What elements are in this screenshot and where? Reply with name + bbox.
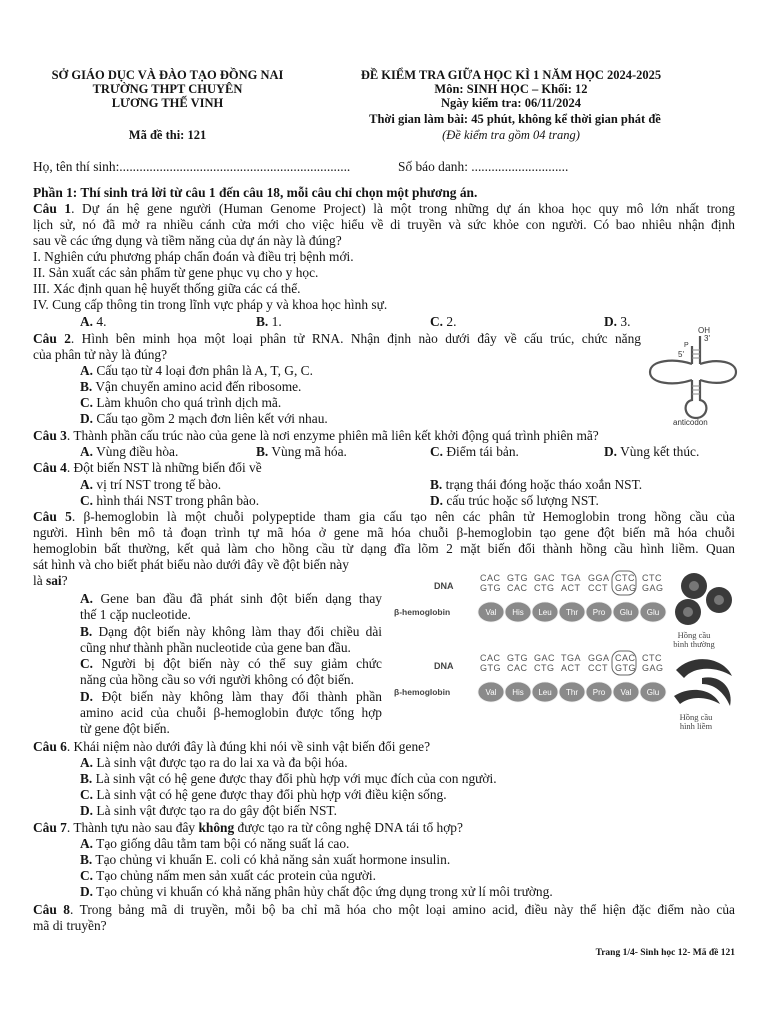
q1-option-b[interactable]	[256, 314, 282, 330]
q2-line1	[33, 331, 641, 347]
q6-option-a[interactable]	[80, 755, 348, 771]
q6-number: Câu 6	[33, 739, 67, 754]
normal-strand2-codon: ACT	[561, 583, 581, 593]
option-label: D.	[430, 493, 444, 508]
q1-statement-3: III. Xác định quan hệ huyết thống giữa các cá thể.	[33, 281, 301, 296]
q4-option-a[interactable]	[80, 477, 221, 493]
option-text: Gene ban đầu đã phát sinh đột biến dạng thay	[100, 591, 382, 606]
option-text: Là sinh vật được tạo ra do lai xa và đa bội hóa.	[96, 755, 348, 770]
option-label: C.	[80, 656, 94, 671]
option-text: Là sinh vật có hệ gene được thay đổi phù hợp với mục đích của con người.	[95, 771, 497, 786]
normal-strand2-codon: GTG	[480, 583, 501, 593]
sickle-rbc-caption-2: hình liềm	[679, 721, 713, 731]
q5-line4: sát hình và cho biết phát biểu nào dưới đây về đột biến này	[33, 557, 349, 572]
q8-line2: mã di truyền?	[33, 918, 107, 933]
sickle-dna-label: DNA	[434, 661, 454, 671]
student-name-field: Họ, tên thí sinh:.....................................................................	[33, 159, 351, 174]
q8-number: Câu 8	[33, 902, 71, 917]
option-label: A.	[80, 363, 94, 378]
sickle-amino-acid-label: Glu	[646, 688, 660, 697]
q8-line1	[33, 902, 735, 918]
option-label: A.	[80, 314, 94, 329]
normal-strand1-codon: GTG	[507, 573, 528, 583]
option-label: C.	[80, 493, 94, 508]
q6-option-d[interactable]	[80, 803, 337, 819]
option-text: trạng thái đóng hoặc tháo xoắn NST.	[445, 477, 643, 492]
option-text: Cấu tạo gồm 2 mạch đơn liên kết với nhau.	[96, 411, 328, 426]
normal-rbc-caption-2: bình thường	[673, 639, 715, 649]
q7-number: Câu 7	[33, 820, 67, 835]
sickle-strand2-codon: ACT	[561, 663, 581, 673]
q5-option-b[interactable]	[80, 624, 382, 640]
option-label: A.	[80, 836, 94, 851]
q1-option-a[interactable]	[80, 314, 106, 330]
q1-option-c[interactable]	[430, 314, 456, 330]
option-label: C.	[80, 395, 94, 410]
sickle-strand1-codon: CTC	[642, 653, 662, 663]
option-label: B.	[430, 477, 443, 492]
option-label: D.	[80, 884, 94, 899]
option-text: Đột biến này không làm thay đổi thành phần	[101, 689, 382, 704]
sickle-amino-acid-label: Val	[485, 688, 497, 697]
normal-amino-acid-label: Leu	[538, 608, 552, 617]
sickle-strand1-codon: GGA	[588, 653, 610, 663]
q3-line1	[33, 428, 735, 444]
sickle-strand2-codon: GTG	[480, 663, 501, 673]
normal-amino-acid-label: Thr	[566, 608, 578, 617]
normal-rbc-center	[689, 581, 699, 591]
q3-number: Câu 3	[33, 428, 67, 443]
q7-option-b[interactable]	[80, 852, 450, 868]
option-text: vị trí NST trong tế bào.	[96, 477, 222, 492]
option-label: B.	[80, 852, 93, 867]
option-label: B.	[80, 771, 93, 786]
q5-option-c[interactable]	[80, 656, 382, 672]
q5-option-d-cont1: amino acid của chuỗi β-hemoglobin được tổng hợp	[80, 705, 382, 720]
q6-line1	[33, 739, 735, 755]
option-label: C.	[430, 314, 444, 329]
normal-strand1-codon: CTC	[642, 573, 662, 583]
q1-statement-4: IV. Cung cấp thông tin trong lĩnh vực pháp y và khoa học hình sự.	[33, 297, 388, 312]
q7-text1c: được tạo ra từ công nghệ DNA tái tổ hợp?	[234, 820, 463, 835]
q2-option-d[interactable]	[80, 411, 328, 427]
normal-rbc-caption-1: Hồng cầu	[677, 630, 711, 640]
option-label: D.	[80, 803, 94, 818]
sickle-strand1-codon: CAC	[480, 653, 501, 663]
exam-title: ĐỀ KIỂM TRA GIỮA HỌC KÌ 1 NĂM HỌC 2024-2025	[360, 68, 662, 82]
hemoglobin-mutation-figure	[394, 566, 744, 738]
option-label: C.	[430, 444, 444, 459]
q6-text1: . Khái niệm nào dưới đây là đúng khi nói về sinh vật biến đổi gene?	[66, 739, 431, 754]
option-label: D.	[80, 689, 94, 704]
q1-line3: sau về các ứng dụng và tiềm năng của dự án này là đúng?	[33, 233, 342, 248]
q4-number: Câu 4	[33, 460, 67, 475]
q4-option-d[interactable]	[430, 493, 599, 509]
q5-option-c-cont: năng của hồng cầu so với người không có đột biến.	[80, 672, 354, 687]
sickle-amino-acid-label: Thr	[566, 688, 578, 697]
sickle-hb-label: β-hemoglobin	[394, 687, 451, 697]
q2-option-a[interactable]	[80, 363, 313, 379]
trna-5-label: 5'	[678, 350, 684, 359]
q5-option-a-cont: thế 1 cặp nucleotide.	[80, 607, 191, 622]
option-text: Vùng điều hòa.	[96, 444, 179, 459]
normal-dna-label: DNA	[434, 581, 454, 591]
option-text: Vận chuyển amino acid đến ribosome.	[95, 379, 302, 394]
normal-amino-acid-label: Pro	[592, 608, 606, 617]
normal-amino-acid-label: Glu	[646, 608, 660, 617]
option-text: Cấu tạo từ 4 loại đơn phân là A, T, G, C.	[96, 363, 313, 378]
sickle-amino-acid-label: Leu	[538, 688, 552, 697]
q3-option-d[interactable]	[604, 444, 699, 460]
q1-statement-2: II. Sản xuất các sản phẩm từ gene phục vụ cho y học.	[33, 265, 319, 280]
option-text: Tạo giống dâu tằm tam bội có năng suất lá cao.	[96, 836, 350, 851]
option-text: Vùng kết thúc.	[620, 444, 700, 459]
option-text: Vùng mã hóa.	[271, 444, 347, 459]
q8-text1: . Trong bảng mã di truyền, mỗi bộ ba chỉ mã hóa cho một loại amino acid, điều này thể hiện đặc điểm nào của	[70, 902, 735, 917]
page-count-note: (Đề kiểm tra gồm 04 trang)	[442, 128, 580, 142]
q5-option-d[interactable]	[80, 689, 382, 705]
trna-p-label: P	[684, 342, 689, 349]
option-label: A.	[80, 755, 94, 770]
sickle-strand2-codon: CCT	[588, 663, 608, 673]
trna-oh-label: OH	[698, 326, 710, 335]
q7-text1b: không	[198, 820, 235, 835]
option-text: 1.	[271, 314, 282, 329]
q1-number: Câu 1	[33, 201, 72, 216]
q3-option-c[interactable]	[430, 444, 519, 460]
normal-amino-acid-label: Val	[485, 608, 497, 617]
trna-cloverleaf-figure	[640, 324, 740, 426]
option-label: B.	[80, 379, 93, 394]
q5-option-b-cont: cũng như thành phần nucleotide của gene ban đầu.	[80, 640, 351, 655]
normal-strand2-codon: CAC	[507, 583, 528, 593]
normal-strand1-codon: TGA	[561, 573, 582, 583]
normal-amino-acid-label: His	[512, 608, 524, 617]
school-name-line2: LƯƠNG THẾ VINH	[111, 96, 224, 110]
option-label: D.	[604, 444, 618, 459]
option-text: Người bị đột biến này có thể suy giảm chức	[101, 656, 382, 671]
q5-line1	[33, 509, 735, 525]
option-text: Tạo chủng vi khuẩn có khả năng phân hủy chất độc ứng dụng trong xử lí môi trường.	[96, 884, 553, 899]
q5-number: Câu 5	[33, 509, 72, 524]
option-text: 3.	[620, 314, 631, 329]
q5-text5c: ?	[61, 573, 68, 588]
department-name: SỞ GIÁO DỤC VÀ ĐÀO TẠO ĐỒNG NAI	[51, 68, 284, 82]
sickle-strand2-codon: CAC	[507, 663, 528, 673]
q5-option-a[interactable]	[80, 591, 382, 607]
q2-text1: . Hình bên minh họa một loại phân tử RNA. Nhận định nào dưới đây về cấu trúc, chức năng	[70, 331, 641, 346]
option-text: Tạo chủng vi khuẩn E. coli có khả năng sản xuất hormone insulin.	[95, 852, 451, 867]
option-text: cấu trúc hoặc số lượng NST.	[446, 493, 599, 508]
sickle-strand1-codon: GTG	[507, 653, 528, 663]
normal-strand1-codon: GGA	[588, 573, 610, 583]
trna-anticodon-label: anticodon	[673, 418, 708, 426]
q3-option-b[interactable]	[256, 444, 347, 460]
option-text: Làm khuôn cho quá trình dịch mã.	[96, 395, 282, 410]
option-label: A.	[80, 591, 94, 606]
option-text: Dạng đột biến này không làm thay đổi chiều dài	[98, 624, 382, 639]
option-text: Là sinh vật được tạo ra do gây đột biến NST.	[96, 803, 337, 818]
sickle-rbc-caption-1: Hồng cầu	[679, 712, 713, 722]
q4-option-b[interactable]	[430, 477, 642, 493]
exam-subject: Môn: SINH HỌC – Khối: 12	[434, 82, 588, 96]
option-text: Là sinh vật có hệ gene được thay đổi phù hợp với điều kiện sống.	[96, 787, 447, 802]
normal-strand2-codon: GAG	[642, 583, 664, 593]
option-label: C.	[80, 787, 94, 802]
exam-code: Mã đề thi: 121	[128, 128, 207, 142]
option-text: 2.	[446, 314, 457, 329]
q7-option-a[interactable]	[80, 836, 349, 852]
sickle-strand1-codon: TGA	[561, 653, 582, 663]
q3-option-a[interactable]	[80, 444, 178, 460]
q2-number: Câu 2	[33, 331, 71, 346]
sickle-strand2-codon: GAG	[642, 663, 664, 673]
exam-date: Ngày kiểm tra: 06/11/2024	[441, 96, 581, 110]
q5-text5b: sai	[46, 573, 62, 588]
normal-strand2-codon: CCT	[588, 583, 608, 593]
q5-option-d-cont2: từ gene đột biến.	[80, 721, 170, 736]
option-text: 4.	[96, 314, 107, 329]
sickle-strand1-codon: GAC	[534, 653, 556, 663]
sickle-amino-acid-label: His	[512, 688, 524, 697]
school-name-line1: TRƯỜNG THPT CHUYÊN	[92, 82, 243, 96]
option-label: A.	[80, 477, 94, 492]
option-text: hình thái NST trong phân bào.	[96, 493, 260, 508]
sickle-strand2-codon: CTG	[534, 663, 555, 673]
option-label: B.	[256, 444, 269, 459]
sickle-strand1-codon: CAC	[615, 653, 636, 663]
sickle-rbc-icon	[676, 659, 732, 678]
normal-strand2-codon: CTG	[534, 583, 555, 593]
option-label: B.	[256, 314, 269, 329]
q4-line1	[33, 460, 735, 476]
normal-hb-label: β-hemoglobin	[394, 607, 451, 617]
q5-line2: người. Hình bên mô tả đoạn trình tự mã hóa ở gene mã hóa chuỗi β-hemoglobin tạo gene đột biến mã hóa chuỗi	[33, 525, 735, 540]
option-label: D.	[604, 314, 618, 329]
q6-option-c[interactable]	[80, 787, 447, 803]
exam-duration: Thời gian làm bài: 45 phút, không kể thời gian phát đề	[369, 112, 661, 126]
option-label: B.	[80, 624, 93, 639]
q1-line2: lịch sử, nó đã mở ra nhiều cánh cửa mới cho việc hiểu về di truyền và sức khỏe con người. Có bao nhiêu nhận định	[33, 217, 735, 232]
q3-text1: . Thành phần cấu trúc nào của gene là nơi enzyme phiên mã liên kết khởi động quá trình phiên mã?	[66, 428, 599, 443]
q2-line2: của phân tử này là đúng?	[33, 347, 168, 362]
q2-option-b[interactable]	[80, 379, 301, 395]
sickle-amino-acid-label: Pro	[592, 688, 606, 697]
student-id-field: Số báo danh: .............................	[398, 159, 569, 174]
page-footer: Trang 1/4- Sinh học 12- Mã đề 121	[595, 948, 735, 958]
q5-line3: hemoglobin bất thường, kết quả làm cho hồng cầu từ dạng đĩa lõm 2 mặt biến đổi thành hồng cầu hình liềm. Quan	[33, 541, 735, 556]
normal-rbc-center	[683, 607, 693, 617]
q4-text1: . Đột biến NST là những biến đổi về	[66, 460, 262, 475]
q7-option-d[interactable]	[80, 884, 553, 900]
q7-text1a: . Thành tựu nào sau đây	[66, 820, 199, 835]
q2-option-c[interactable]	[80, 395, 281, 411]
q1-option-d[interactable]	[604, 314, 630, 330]
option-text: Điểm tái bản.	[446, 444, 519, 459]
option-label: A.	[80, 444, 94, 459]
part1-heading: Phần 1: Thí sinh trả lời từ câu 1 đến câu 18, mỗi câu chỉ chọn một phương án.	[33, 185, 478, 200]
normal-strand2-codon: GAG	[615, 583, 637, 593]
normal-strand1-codon: GAC	[534, 573, 556, 583]
option-label: D.	[80, 411, 94, 426]
sickle-amino-acid-label: Val	[620, 688, 632, 697]
q1-line1	[33, 201, 735, 217]
q4-option-c[interactable]	[80, 493, 259, 509]
trna-3-label: 3'	[704, 334, 710, 343]
q1-text1: . Dự án hệ gene người (Human Genome Project) là một trong những dự án khoa học quy mô lớn nhất trong	[71, 201, 735, 216]
normal-rbc-center	[714, 595, 724, 605]
q7-option-c[interactable]	[80, 868, 376, 884]
option-label: C.	[80, 868, 94, 883]
q7-line1	[33, 820, 735, 836]
normal-strand1-codon: CAC	[480, 573, 501, 583]
option-text: Tạo chủng nấm men sản xuất các protein của người.	[96, 868, 376, 883]
q5-text1: . β-hemoglobin là một chuỗi polypeptide tham gia cấu tạo nên các phân tử Hemoglobin trong hồng cầu của	[71, 509, 735, 524]
q1-statement-1: I. Nghiên cứu phương pháp chẩn đoán và điều trị bệnh mới.	[33, 249, 354, 264]
sickle-strand2-codon: GTG	[615, 663, 636, 673]
sickle-rbc-icon	[674, 690, 720, 704]
normal-amino-acid-label: Glu	[619, 608, 633, 617]
q6-option-b[interactable]	[80, 771, 497, 787]
normal-strand1-codon: CTC	[615, 573, 635, 583]
q5-text5a: là	[33, 573, 47, 588]
